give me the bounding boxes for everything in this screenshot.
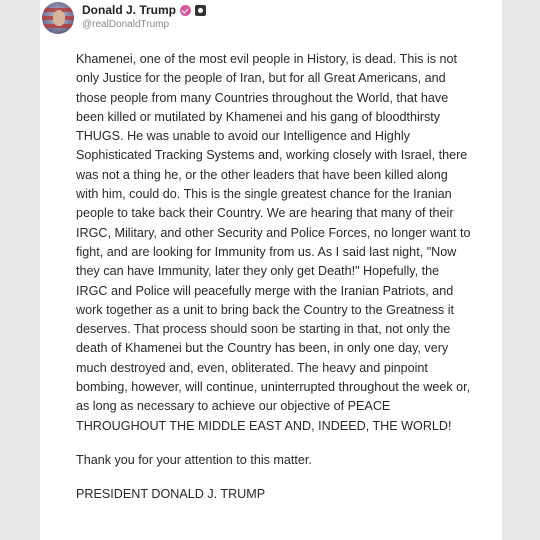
post-header: [40, 2, 440, 36]
author-display-name[interactable]: Donald J. Trump: [82, 3, 177, 17]
avatar[interactable]: [42, 2, 74, 34]
avatar-face: [53, 10, 65, 26]
post-paragraph-main: Khamenei, one of the most evil people in History, is dead. This is not only Justice for the people of Iran, but for all Great Americans, and those people from many Countries throughout the World, that have been killed or mutilated by Khamenei and his gang of bloodthirsty THUGS. He was unable to avoid our Intelligence and Highly Sophisticated Tracking Systems and, working closely with Israel, there was not a thing he, or the other leaders that have been killed along with him, could do. This is the single greatest chance for the Iranian people to take back their Country. We are hearing that many of their IRGC, Military, and other Security and Police Forces, no longer want to fight, and are looking for Immunity from us. As I said last night, "Now they can have Immunity, later they only get Death!" Hopefully, the IRGC and Police will peacefully merge with the Iranian Patriots, and work together as a unit to bring back the Country to the Greatness it deserves. That process should soon be starting in that, not only the death of Khamenei but the Country has been, in only one day, very much destroyed and, even, obliterated. The heavy and pinpoint bombing, however, will continue, uninterrupted throughout the week or, as long as necessary to achieve our objective of PEACE THROUGHOUT THE MIDDLE EAST AND, INDEED, THE WORLD!: [76, 52, 471, 433]
author-name-row: [82, 3, 206, 17]
post-body: [76, 50, 472, 520]
post-paragraph-thanks: Thank you for your attention to this matter.: [76, 452, 312, 467]
verified-badge-icon: [180, 5, 191, 16]
author-handle[interactable]: @realDonaldTrump: [82, 19, 170, 30]
post-signature: PRESIDENT DONALD J. TRUMP: [76, 487, 266, 502]
affiliate-badge-icon: [195, 5, 206, 16]
